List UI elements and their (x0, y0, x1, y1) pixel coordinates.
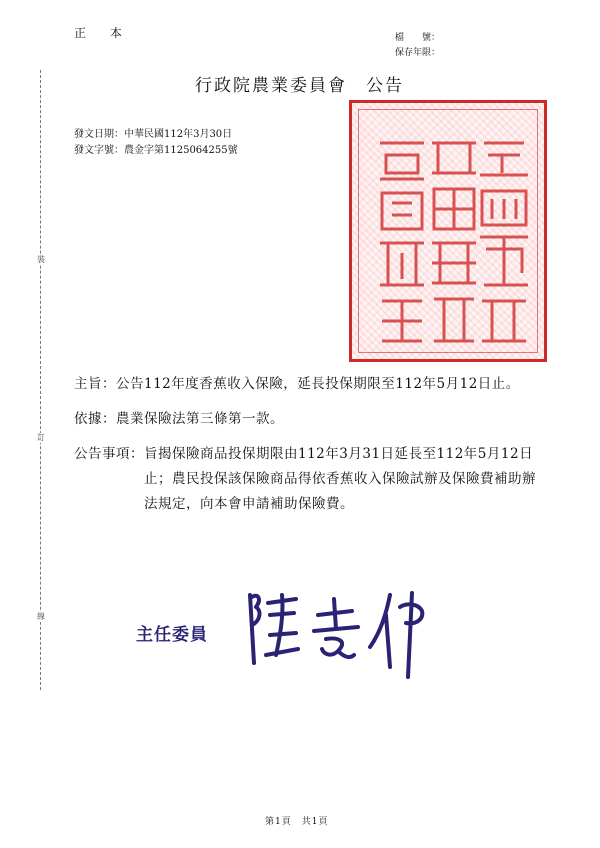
page-footer: 第1頁 共1頁 (265, 817, 329, 827)
official-seal (349, 100, 547, 362)
signature-image (240, 585, 440, 680)
document-title: 行政院農業委員會 公告 (195, 76, 404, 96)
issue-number: 發文字號：農金字第1125064255號 (74, 145, 238, 156)
file-number-label: 檔 號： (395, 33, 441, 43)
announcement-section (74, 442, 556, 517)
binding-mark-3: 線 (37, 612, 45, 621)
document-body (74, 372, 556, 517)
subject-section (74, 372, 556, 397)
binding-mark-1: 裝 (37, 255, 45, 264)
seal-glyphs (352, 103, 544, 359)
announcement-text: 旨揭保險商品投保期限由112年3月31日延長至112年5月12日止；農民投保該保險商品得依香蕉收入保險試辦及保險費補助辦法規定，向本會申請補助保險費。 (144, 446, 536, 512)
subject-heading: 主旨： (74, 376, 116, 392)
file-info (395, 31, 440, 61)
signature-title: 主任委員 (136, 625, 208, 645)
announcement-heading: 公告事項： (74, 446, 144, 462)
retention-label: 保存年限： (395, 48, 441, 58)
subject-text: 公告112年度香蕉收入保險，延長投保期限至112年5月12日止。 (116, 376, 520, 392)
binding-line (40, 70, 41, 690)
basis-heading: 依據： (74, 411, 116, 427)
issue-date: 發文日期：中華民國112年3月30日 (74, 129, 233, 140)
issue-meta (74, 127, 238, 159)
basis-text: 農業保險法第三條第一款。 (116, 411, 284, 427)
binding-mark-2: 訂 (37, 433, 45, 442)
basis-section (74, 407, 556, 432)
copy-label: 正 本 (74, 26, 132, 40)
handwritten-signature (240, 585, 440, 680)
